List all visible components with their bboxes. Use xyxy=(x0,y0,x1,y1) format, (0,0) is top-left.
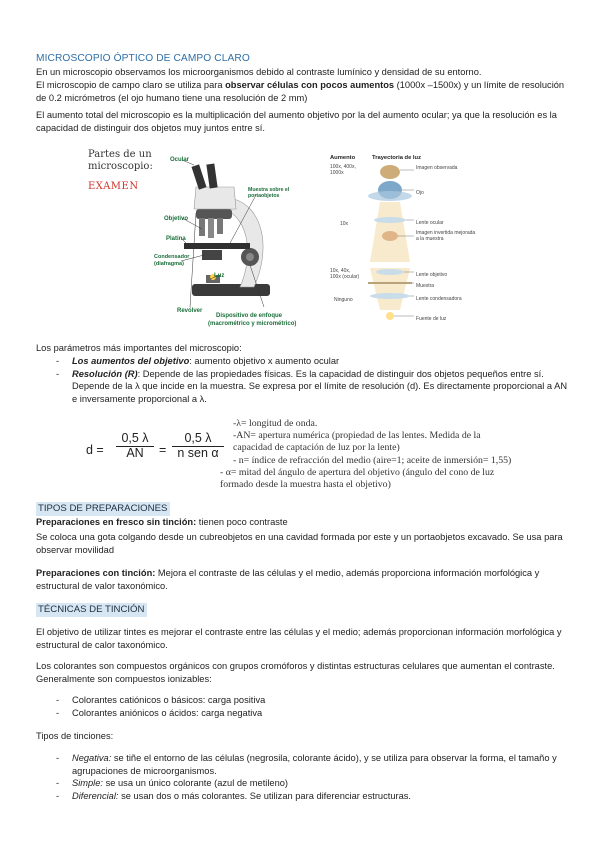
handwritten-exam-note: EXAMEN xyxy=(88,181,139,192)
label-platina: Platina xyxy=(166,236,186,242)
param-2-text: : Depende de las propiedades físicas. Es la capacidad de distinguir dos objetos pequeños entre sí. Depende de la λ que incide en la muestra. Se expresa por el límite de resolución (d). Es directamente proporcional a AN e inversamente proporcional a λ. xyxy=(72,368,568,404)
label-lente-condensadora: Lente condensadora xyxy=(416,296,462,302)
note-alpha: - α= mitad del ángulo de apertura del objetivo (ángulo del cono de luz formado desde la muestra hasta el objetivo) xyxy=(220,466,495,491)
param-2-label: Resolución (R) xyxy=(72,368,138,379)
note-an: -AN= apertura numérica (propiedad de las lentes. Medida de la capacidad de captación de luz por la lente) xyxy=(233,430,481,454)
section-heading-tecnicas: TÉCNICAS DE TINCIÓN xyxy=(36,603,147,617)
colorantes-list xyxy=(36,694,568,719)
tincion-text: Mejora el contraste de las células y el medio, además proporciona información morfológica y estructural de valor taxonómico. xyxy=(36,568,540,591)
microscope-parts-figure xyxy=(84,147,304,332)
tincion-label: Preparaciones con tinción: xyxy=(36,568,156,578)
label-lente-objetivo: Lente objetivo xyxy=(416,272,448,278)
fresco-text: tienen poco contraste xyxy=(196,517,288,527)
tincion-paragraph xyxy=(36,567,568,592)
label-luz: Luz xyxy=(214,273,225,279)
fraction-2-denominator: n sen α xyxy=(172,446,224,460)
list-item: - Colorantes catiónicos o básicos: carga positiva xyxy=(36,694,568,707)
fresco-description: Se coloca una gota colgando desde un cubreobjetos en una cavidad formada por este y un portaobjetos excavado. Se usa para observar movilidad xyxy=(36,532,563,555)
aumento-text-3: 10x, 40x, xyxy=(330,268,351,274)
param-1-text: : aumento objetivo x aumento ocular xyxy=(189,356,340,366)
params-list xyxy=(36,355,568,405)
handwritten-title-line-2: microscopio: xyxy=(88,161,153,172)
label-fuente-luz: Fuente de luz xyxy=(416,316,447,322)
intro-p2-bold: observar células con pocos aumentos xyxy=(225,80,395,90)
label-ocular: Ocular xyxy=(170,157,190,163)
aumento-10x: 10x xyxy=(340,221,349,227)
resolution-formula xyxy=(86,430,246,470)
tincion-simple-label: Simple: xyxy=(72,778,104,789)
params-intro: Los parámetros más importantes del microscopio: xyxy=(36,343,242,353)
note-lambda: -λ= longitud de onda. xyxy=(233,418,318,429)
fraction-2-numerator: 0,5 λ xyxy=(184,431,212,445)
label-ojo: Ojo xyxy=(416,190,424,196)
list-item xyxy=(36,790,568,803)
aumento-text-4: 100x (ocular) xyxy=(330,274,360,280)
intro-paragraph-1: En un microscopio observamos los microorganismos debido al contraste lumínico y densidad de su entorno. xyxy=(36,67,482,77)
list-item xyxy=(36,355,568,368)
formula-notes xyxy=(220,418,513,491)
label-revolver: Revólver xyxy=(177,308,203,314)
formula-d: d = xyxy=(86,443,104,457)
col-aumento: Aumento xyxy=(330,155,356,161)
tinciones-list xyxy=(36,752,568,802)
tincion-negativa-label: Negativa: xyxy=(72,753,112,763)
intro-paragraph-2 xyxy=(36,79,568,104)
tincion-negativa-text: se tiñe el entorno de las células (negrosila, colorante ácido), y se utiliza para observar la forma, el tamaño y agrupaciones de microorganismos. xyxy=(72,753,557,776)
label-imagen-invertida: Imagen invertida mejorada a la muestra xyxy=(416,230,476,242)
page-title: MICROSCOPIO ÓPTICO DE CAMPO CLARO xyxy=(36,53,250,64)
intro-p2-end: (1000x –1500x) y un límite de resolución de 0.2 micrómetros (el ojo humano tiene una resolución de 2 mm) xyxy=(36,80,565,103)
fresco-line xyxy=(36,516,568,529)
col-trayectoria: Trayectoria de luz xyxy=(372,155,421,161)
handwritten-title-line-1: Partes de un xyxy=(88,149,152,160)
label-muestra-path: Muestra xyxy=(416,283,435,289)
label-dispositivo-enfoque: Dispositivo de enfoque xyxy=(216,313,283,319)
label-lente-ocular: Lente ocular xyxy=(416,220,444,226)
param-1-label: Los aumentos del objetivo xyxy=(72,356,190,366)
section-heading-tipos: TIPOS DE PREPARACIONES xyxy=(36,502,170,516)
label-condensador: Condensador (diafragma) xyxy=(154,254,190,267)
tecnicas-paragraph-2: Los colorantes son compuestos orgánicos con grupos cromóforos y distintas estructuras celulares que aumentan el contraste. Generalmente son compuestos ionizables: xyxy=(36,661,555,684)
aumento-ninguno: Ninguno xyxy=(334,297,353,303)
fraction-1 xyxy=(116,432,154,459)
intro-p2-start: El microscopio de campo claro se utiliza para xyxy=(36,80,226,90)
label-objetivo: Objetivo xyxy=(164,216,189,222)
tincion-diferencial-text: se usan dos o más colorantes. Se utilizan para diferenciar estructuras. xyxy=(118,790,411,801)
fraction-2 xyxy=(172,432,224,459)
label-imagen-observada: Imagen observada xyxy=(416,165,458,171)
intro-paragraph-3: El aumento total del microscopio es la multiplicación del aumento objetivo por la del aumento ocular; ya que la resolución es la capacidad de distinguir dos objetos muy juntos entre sí. xyxy=(36,110,557,133)
tecnicas-paragraph-1: El objetivo de utilizar tintes es mejorar el contraste entre las células y el medio; además proporcionan información morfológica y estructural de calor taxonómico. xyxy=(36,627,562,650)
list-item xyxy=(36,777,568,790)
tincion-simple-text: se usa un único colorante (azul de metileno) xyxy=(103,778,289,789)
light-path-figure xyxy=(328,150,478,325)
note-n: - n= índice de refracción del medio (aire=1; aceite de inmersión= 1,55) xyxy=(233,454,512,466)
list-item xyxy=(36,368,568,406)
list-item xyxy=(36,752,568,777)
fresco-label: Preparaciones en fresco sin tinción: xyxy=(36,517,197,527)
aumento-text-1: 1000x xyxy=(330,170,344,176)
label-muestra: Muestra sobre el portaobjetos xyxy=(248,187,290,199)
list-item: - Colorantes aniónicos o ácidos: carga negativa xyxy=(36,707,568,720)
aumento-text-0: 100x, 400x, xyxy=(330,164,356,170)
formula-equals: = xyxy=(159,443,167,457)
fraction-1-numerator: 0,5 λ xyxy=(121,431,149,445)
label-enfoque-detalle: (macrométrico y micrométrico) xyxy=(208,321,297,327)
fraction-1-denominator: AN xyxy=(116,446,154,460)
tincion-diferencial-label: Diferencial: xyxy=(72,790,119,801)
tipos-tinciones-intro: Tipos de tinciones: xyxy=(36,731,114,741)
